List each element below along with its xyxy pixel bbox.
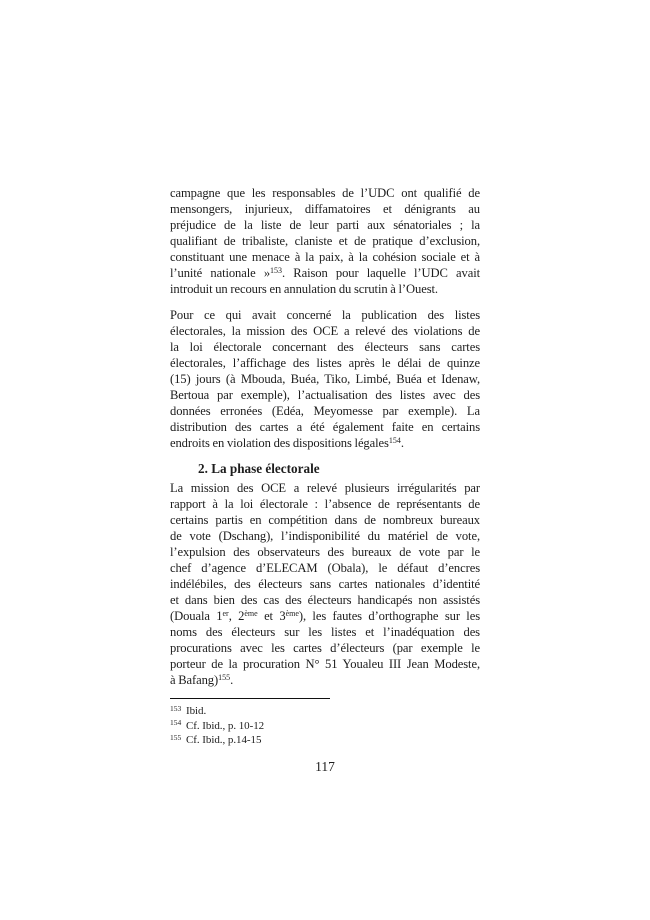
superscript-ref: ème [285,609,299,618]
text-line: porteur de la procuration N° 51 Youaleu III Jean Modeste, [170,657,480,671]
footnote-number: 154 [170,718,182,727]
superscript-ref: 155 [218,673,231,682]
superscript-ref: ème [244,609,258,618]
text-line: qualifiant de tribaliste, claniste et de pratique d’exclusion, [170,234,480,248]
footnote-number: 155 [170,732,182,742]
text-line: électorales, l’affichage des listes après le délai de quinze [170,356,480,370]
footnote-area [170,698,480,748]
superscript-ref: 153 [270,266,283,275]
text-line: chef d’agence d’ELECAM (Obala), le défaut d’encres [170,561,480,575]
text-line: Bertoua par exemple), l’actualisation des listes avec des [170,388,480,402]
text-line: La mission des OCE a relevé plusieurs irrégularités par [170,481,480,495]
footnote: $^{154}$ Cf. Ibid., p. 10-12 [170,718,265,732]
text-line: rapport à la loi électorale : l’absence de représentants de [170,497,480,511]
text-line: campagne que les responsables de l’UDC ont qualifié de [170,186,480,200]
text-line: électorales, la mission des OCE a relevé des violations de [170,324,480,338]
text-line: distribution des cartes a été également faite en certains [170,420,480,434]
text-line: données erronées (Edéa, Meyomesse par exemple). La [170,404,480,418]
body-text [170,185,480,688]
text-line: de vote (Dschang), l’indisponibilité du matériel de vote, [170,529,480,543]
text-line: mensongers, injurieux, diffamatoires et dénigrants au [170,202,480,216]
footnote-list [170,704,480,748]
footnote: $^{153}$ Ibid. [170,703,207,717]
text-line: préjudice de la liste de leur parti aux sénatoriales ; la [170,218,480,232]
text-line: introduit un recours en annulation du scrutin à l’Ouest. [170,282,438,296]
superscript-ref: 154 [388,436,401,445]
text-line: la loi électorale concernant des électeurs sans cartes [170,340,480,354]
section-heading: 2. La phase électorale [198,461,320,476]
text-line: (15) jours (à Mbouda, Buéa, Tiko, Limbé, Buéa et Idenaw, [170,372,480,386]
text-line: l’unité nationale »$^{153}$. Raison pour laquelle l’UDC avait [170,266,480,280]
text-column [170,185,480,775]
text-line: procurations avec les cartes d’électeurs (par exemple le [170,641,480,655]
text-line: endroits en violation des dispositions légales$^{154}$. [170,436,404,450]
footnote: $^{155}$ Cf. Ibid., p.14-15 [170,732,262,746]
footnote-number: 153 [170,703,182,713]
page-number: 117 [315,758,335,774]
text-line: certains partis en compétition dans de nombreux bureaux [170,513,480,527]
paragraph [170,307,480,451]
text-line: (Douala 1er, 2ème et 3ème), les fautes d’orthographe sur les [170,609,481,623]
text-line: indélébiles, des électeurs sans cartes nationales d’identité [170,577,480,591]
superscript-ref: er [222,609,229,618]
text-line: constituant une menace à la paix, à la cohésion sociale et à [170,250,480,264]
text-line: Pour ce qui avait concerné la publication des listes [170,308,480,322]
text-line: l’expulsion des observateurs des bureaux de vote par le [170,545,480,559]
paragraph [170,480,480,688]
paragraph [170,185,480,297]
footnote-rule [170,698,330,699]
text-line: à Bafang)$^{155}$. [170,673,234,687]
text-line: et dans bien des cas des électeurs handicapés non assistés [170,593,480,607]
text-line: noms des électeurs sur les listes et l’inadéquation des [170,625,480,639]
